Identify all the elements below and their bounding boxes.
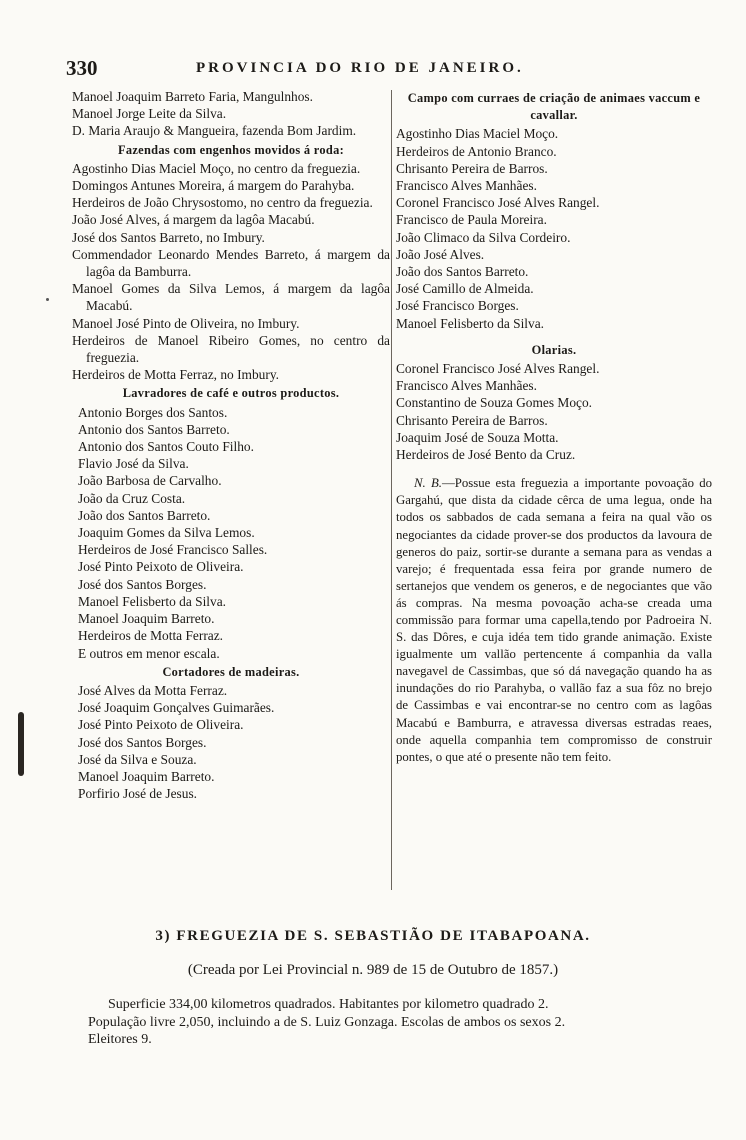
list-item: Flavio José da Silva. xyxy=(78,456,189,472)
list-item: José dos Santos Borges. xyxy=(78,734,207,750)
list-item: Manoel Joaquim Barreto Faria, Mangulnhos. xyxy=(72,89,313,104)
list-item: Agostinho Dias Maciel Moço. xyxy=(396,126,559,142)
list-item: José Camillo de Almeida. xyxy=(396,281,534,297)
list-item: João dos Santos Barreto. xyxy=(396,264,529,280)
list-item: D. Maria Araujo & Mangueira, fazenda Bom Jardim. xyxy=(72,123,357,139)
list-item: José dos Santos Borges. xyxy=(78,576,207,592)
list-item: José Joaquim Gonçalves Guimarães. xyxy=(78,700,275,716)
engenhos-list xyxy=(72,160,390,384)
list-item: Coronel Francisco José Alves Rangel. xyxy=(396,361,600,377)
section-heading-lavradores: Lavradores de café e outros productos. xyxy=(122,386,340,401)
list-item: Francisco de Paula Moreira. xyxy=(396,212,547,228)
list-item: João José Alves, á margem da lagôa Macabú. xyxy=(72,212,315,228)
list-item: Herdeiros de José Francisco Salles. xyxy=(78,542,268,558)
list-item: Herdeiros de Motta Ferraz. xyxy=(78,628,224,644)
list-item: Chrisanto Pereira de Barros. xyxy=(396,412,548,428)
olarias-list xyxy=(396,360,712,463)
list-item: José Pinto Peixoto de Oliveira. xyxy=(78,717,244,733)
stats-line: População livre 2,050, incluindo a de S. Luiz Gonzaga. Escolas de ambos os sexos 2. xyxy=(88,1014,566,1030)
list-item: Manoel Joaquim Barreto. xyxy=(78,768,215,784)
section-heading-olarias: Olarias. xyxy=(531,342,577,357)
list-item: Manoel José Pinto de Oliveira, no Imbury. xyxy=(72,315,300,331)
list-item: Constantino de Souza Gomes Moço. xyxy=(396,395,593,411)
list-item: Coronel Francisco José Alves Rangel. xyxy=(396,195,600,211)
running-head: PROVINCIA DO RIO DE JANEIRO. xyxy=(196,60,524,76)
list-item: José da Silva e Souza. xyxy=(78,751,197,767)
list-item: Agostinho Dias Maciel Moço, no centro da freguezia. xyxy=(72,160,361,176)
right-column xyxy=(396,88,712,766)
cortadores-list xyxy=(72,682,390,802)
list-item: Antonio dos Santos Barreto. xyxy=(78,421,230,437)
list-item: José dos Santos Barreto, no Imbury. xyxy=(72,229,265,245)
binding-mark xyxy=(18,712,24,776)
note-label: N. B. xyxy=(414,476,442,491)
stats-line: Eleitores 9. xyxy=(88,1032,152,1047)
list-item: Herdeiros de Motta Ferraz, no Imbury. xyxy=(72,367,279,383)
list-item: Manoel Felisberto da Silva. xyxy=(78,593,227,609)
list-item: Francisco Alves Manhães. xyxy=(396,378,537,394)
nota-bene xyxy=(396,475,712,766)
list-item: Joaquim Gomes da Silva Lemos. xyxy=(78,525,255,541)
list-item: Herdeiros de Antonio Branco. xyxy=(396,143,557,159)
section-subtitle: (Creada por Lei Provincial n. 989 de 15 de Outubro de 1857.) xyxy=(187,962,559,978)
list-item: Manoel Gomes da Silva Lemos, á margem da lagôa Macabú. xyxy=(72,281,390,314)
list-item: José Alves da Motta Ferraz. xyxy=(78,682,228,698)
list-item: Antonio dos Santos Couto Filho. xyxy=(78,439,254,455)
list-item: João José Alves. xyxy=(396,246,485,262)
section-heading-campo: Campo com curraes de criação de animaes vaccum e cavallar. xyxy=(407,91,701,123)
list-item: Manoel Jorge Leite da Silva. xyxy=(72,106,227,122)
list-item: Commendador Leonardo Mendes Barreto, á margem da lagôa da Bamburra. xyxy=(72,246,390,280)
list-item: Manoel Felisberto da Silva. xyxy=(396,315,545,331)
list-item: João dos Santos Barreto. xyxy=(78,507,211,523)
owner-list xyxy=(72,88,390,140)
section-stats xyxy=(88,996,712,1049)
list-item: José Pinto Peixoto de Oliveira. xyxy=(78,559,244,575)
column-divider xyxy=(391,90,392,890)
list-item: Joaquim José de Souza Motta. xyxy=(396,429,559,445)
list-item: E outros em menor escala. xyxy=(78,645,220,661)
list-item: Francisco Alves Manhães. xyxy=(396,178,537,194)
list-item: Porfirio José de Jesus. xyxy=(78,786,198,802)
campo-list xyxy=(396,125,712,331)
list-item: Herdeiros de Manoel Ribeiro Gomes, no centro da freguezia. xyxy=(72,332,390,366)
list-item: Chrisanto Pereira de Barros. xyxy=(396,160,548,176)
list-item: Herdeiros de José Bento da Cruz. xyxy=(396,447,576,463)
list-item: Domingos Antunes Moreira, á margem do Parahyba. xyxy=(72,178,355,194)
lavradores-list xyxy=(72,404,390,662)
note-text: —Possue esta freguezia a importante povoação do Gargahú, que dista da cidade cêrca de uma legua, onde ha todos os sabbados de cada semana a feira na qual vão os negociantes da cidade prover-se dos productos da lavoura de generos do paiz, sortir-se durante a semana para as vendas a varejo; é frequentada essa feira por grande numero de sertanejos que vendem os generos, e de negociantes que vão ás compras. Na mesma povoação acha-se creada uma commissão para formar uma capella,tendo por Padroeira N. S. das Dôres, e cuja idéa tem tido grande animação. Existe igualmente um vallão pertencente á companhia da valla navegavel de Cassimbas, que só dá navegação quando ha as inundações do rio Parahyba, o vallão faz a sua fôz no brejo de Cassimbas e vai encontrar-se no centro com as lagôas Macabú e Bamburra, e atravessa diversas estradas reaes, onde aquella companhia tem compromisso de construir pontes, o que até o presente não tem feito. xyxy=(396,476,713,764)
list-item: Herdeiros de João Chrysostomo, no centro da freguezia. xyxy=(72,195,373,211)
list-item: Antonio Borges dos Santos. xyxy=(78,404,228,420)
section-title: 3) FREGUEZIA DE S. SEBASTIÃO DE ITABAPOANA. xyxy=(155,928,591,944)
ink-speck xyxy=(46,298,49,301)
list-item: João da Cruz Costa. xyxy=(78,490,186,506)
left-column xyxy=(72,88,390,802)
list-item: João Climaco da Silva Cordeiro. xyxy=(396,229,571,245)
section-heading-cortadores: Cortadores de madeiras. xyxy=(162,664,300,679)
list-item: João Barbosa de Carvalho. xyxy=(78,473,222,489)
list-item: Manoel Joaquim Barreto. xyxy=(78,611,215,627)
stats-line: Superficie 334,00 kilometros quadrados. Habitantes por kilometro quadrado 2. xyxy=(108,997,549,1012)
list-item: José Francisco Borges. xyxy=(396,298,519,314)
page-number: 330 xyxy=(66,56,98,80)
section-heading-engenhos: Fazendas com engenhos movidos á roda: xyxy=(118,142,344,157)
